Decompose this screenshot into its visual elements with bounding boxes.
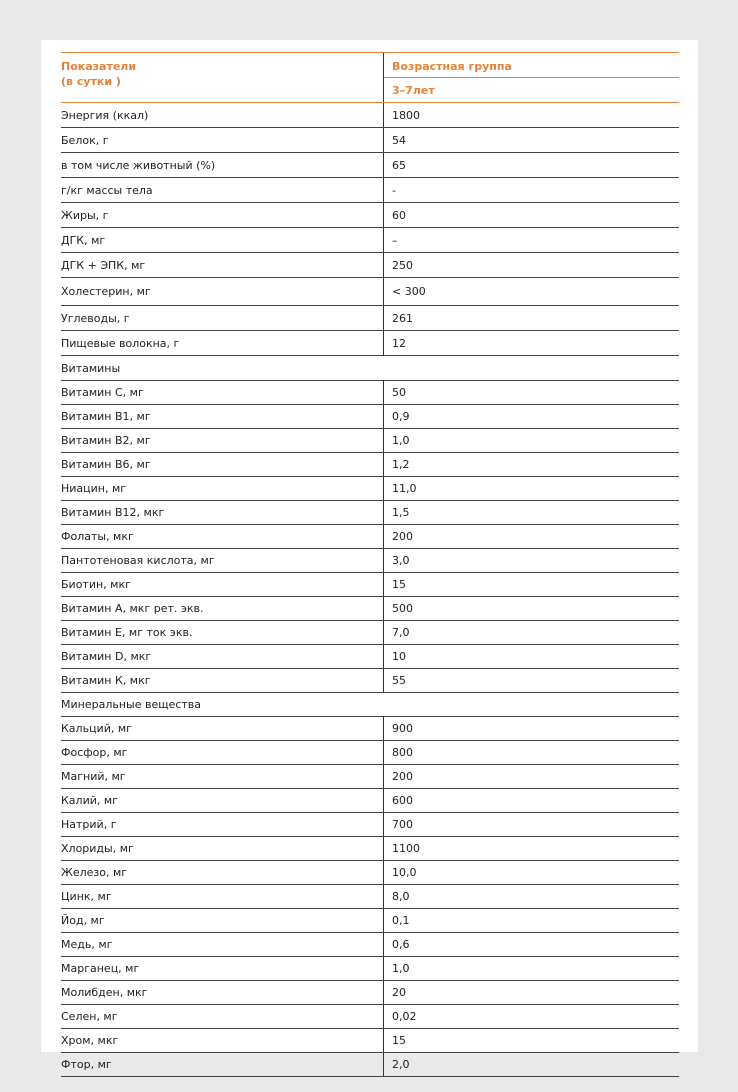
table-row (61, 573, 679, 597)
row-value: 1800 (392, 108, 420, 122)
row-label: Йод, мг (61, 909, 384, 932)
table-row (61, 278, 679, 306)
row-value: 11,0 (392, 482, 417, 495)
row-value: 1,0 (392, 962, 410, 975)
row-label: Витамин К, мкг (61, 669, 384, 692)
table-row (61, 837, 679, 861)
table-body (61, 103, 679, 1077)
table-row (61, 909, 679, 933)
table-row (61, 453, 679, 477)
row-label: Кальций, мг (61, 717, 384, 740)
row-value: 700 (392, 818, 413, 831)
row-label: Витамин Е, мг ток экв. (61, 621, 384, 644)
row-label: Витамин В6, мг (61, 453, 384, 476)
header-indicator-line2: (в сутки ) (61, 75, 121, 88)
row-value: 0,1 (392, 914, 410, 927)
table-row (61, 128, 679, 153)
table-row (61, 717, 679, 741)
row-value: 50 (392, 386, 406, 399)
row-value: 10,0 (392, 866, 417, 879)
table-row (61, 525, 679, 549)
row-value: - (392, 183, 396, 197)
row-label: Марганец, мг (61, 957, 384, 980)
table-row (61, 765, 679, 789)
row-value: 1100 (392, 842, 420, 855)
row-value: 12 (392, 336, 406, 350)
table-row (61, 331, 679, 356)
row-label: Углеводы, г (61, 306, 384, 330)
row-value: 60 (392, 208, 406, 222)
row-label: Витамин D, мкг (61, 645, 384, 668)
row-value: 1,2 (392, 458, 410, 471)
table-row (61, 813, 679, 837)
row-label: Жиры, г (61, 203, 384, 227)
row-label: Медь, мг (61, 933, 384, 956)
row-label: Энергия (ккал) (61, 103, 384, 127)
row-label: Магний, мг (61, 765, 384, 788)
table-row (61, 933, 679, 957)
row-label: Селен, мг (61, 1005, 384, 1028)
section-label: Минеральные вещества (61, 698, 202, 711)
row-label: Белок, г (61, 128, 384, 152)
table-row (61, 178, 679, 203)
row-label: Витамин С, мг (61, 381, 384, 404)
row-value: 200 (392, 770, 413, 783)
row-label: ДГК + ЭПК, мг (61, 253, 384, 277)
row-label: Витамин В12, мкг (61, 501, 384, 524)
row-value: 500 (392, 602, 413, 615)
section-label: Витамины (61, 361, 121, 375)
row-label: Хлориды, мг (61, 837, 384, 860)
table-row (61, 861, 679, 885)
row-value: 800 (392, 746, 413, 759)
row-value: 0,6 (392, 938, 410, 951)
table-row (61, 429, 679, 453)
row-label: Витамин В2, мг (61, 429, 384, 452)
row-label: Биотин, мкг (61, 573, 384, 596)
row-label: Фолаты, мкг (61, 525, 384, 548)
header-age-group: Возрастная группа (392, 60, 512, 73)
row-value: 15 (392, 1034, 406, 1047)
row-label: Холестерин, мг (61, 278, 384, 305)
table-row (61, 228, 679, 253)
row-label: Фосфор, мг (61, 741, 384, 764)
table-row (61, 645, 679, 669)
table-row (61, 501, 679, 525)
row-value: 2,0 (392, 1058, 410, 1071)
table-row (61, 253, 679, 278)
row-label: Молибден, мкг (61, 981, 384, 1004)
row-value: 600 (392, 794, 413, 807)
table-header (61, 52, 679, 103)
table-row (61, 477, 679, 501)
table-row (61, 789, 679, 813)
header-age-cell (384, 53, 679, 102)
row-value: < 300 (392, 285, 426, 298)
row-label: Цинк, мг (61, 885, 384, 908)
row-value: 1,0 (392, 434, 410, 447)
table-row (61, 741, 679, 765)
row-label: Пантотеновая кислота, мг (61, 549, 384, 572)
table-row (61, 957, 679, 981)
row-value: 3,0 (392, 554, 410, 567)
row-value: 1,5 (392, 506, 410, 519)
table-row (61, 549, 679, 573)
table-row (61, 1029, 679, 1053)
row-label: в том числе животный (%) (61, 153, 384, 177)
table-row (61, 669, 679, 693)
table-row (61, 597, 679, 621)
nutrition-table (61, 52, 679, 1077)
document-page (41, 40, 698, 1071)
row-label: Витамин А, мкг рет. экв. (61, 597, 384, 620)
section-row (61, 693, 679, 717)
row-value: 261 (392, 311, 413, 325)
row-label: Ниацин, мг (61, 477, 384, 500)
row-value: 250 (392, 258, 413, 272)
header-age-value: 3–7лет (392, 84, 435, 97)
section-row (61, 356, 679, 381)
header-indicator-line1: Показатели (61, 60, 137, 73)
row-value: 8,0 (392, 890, 410, 903)
row-value: 15 (392, 578, 406, 591)
table-row (61, 405, 679, 429)
row-value: 20 (392, 986, 406, 999)
row-label: г/кг массы тела (61, 178, 384, 202)
row-label: Пищевые волокна, г (61, 331, 384, 355)
row-label: ДГК, мг (61, 228, 384, 252)
row-label: Натрий, г (61, 813, 384, 836)
table-row (61, 103, 679, 128)
row-value: 900 (392, 722, 413, 735)
row-value: 200 (392, 530, 413, 543)
table-row (61, 885, 679, 909)
table-row (61, 981, 679, 1005)
table-row (61, 153, 679, 178)
header-indicator-cell (61, 53, 384, 102)
row-value: 10 (392, 650, 406, 663)
row-label: Фтор, мг (61, 1053, 384, 1076)
table-row (61, 381, 679, 405)
row-label: Железо, мг (61, 861, 384, 884)
row-value: 65 (392, 158, 406, 172)
row-value: 0,02 (392, 1010, 417, 1023)
table-row (61, 306, 679, 331)
row-value: 0,9 (392, 410, 410, 423)
row-value: 55 (392, 674, 406, 687)
row-label: Калий, мг (61, 789, 384, 812)
row-label: Витамин В1, мг (61, 405, 384, 428)
table-row (61, 1053, 679, 1077)
row-value: 54 (392, 133, 406, 147)
row-label: Хром, мкг (61, 1029, 384, 1052)
row-value: 7,0 (392, 626, 410, 639)
table-row (61, 621, 679, 645)
table-row (61, 1005, 679, 1029)
table-row (61, 203, 679, 228)
row-value: – (392, 233, 398, 247)
